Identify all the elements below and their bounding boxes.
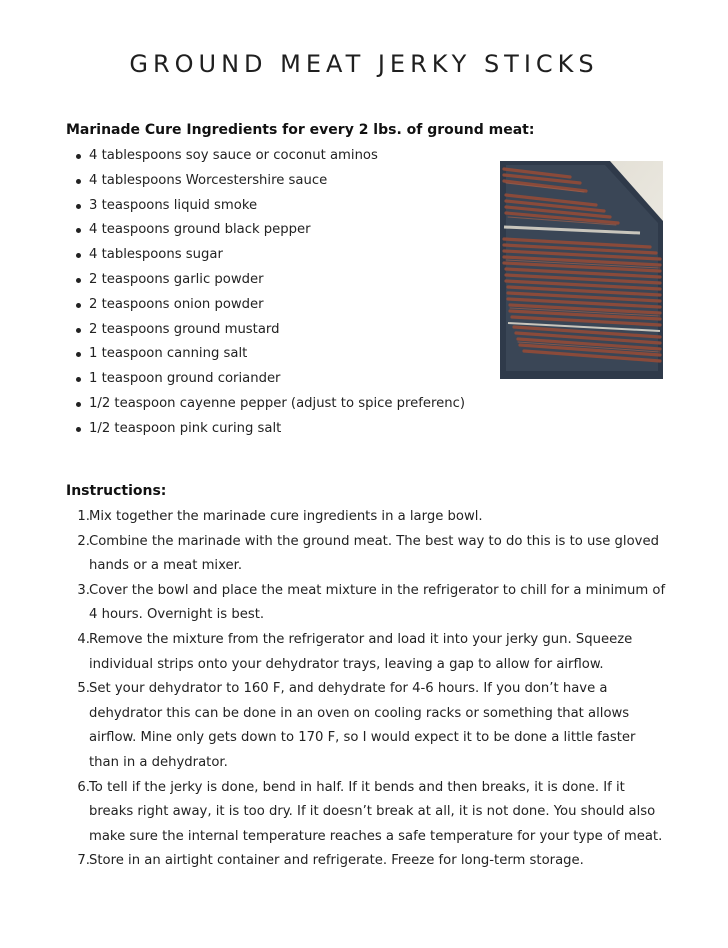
step-number: 5. xyxy=(77,681,90,697)
page-title: GROUND MEAT JERKY STICKS xyxy=(129,50,599,78)
ingredient-text: 1 teaspoon canning salt xyxy=(89,346,248,362)
step-number: 1. xyxy=(77,509,90,524)
ingredient-item xyxy=(66,169,496,194)
ingredient-item xyxy=(66,268,496,293)
instruction-step xyxy=(66,579,666,628)
bullet-icon xyxy=(76,377,81,382)
step-text: Cover the bowl and place the meat mixture in the refrigerator to chill for a minimum of 4 hours. Overnight is best. xyxy=(89,582,666,623)
ingredient-item xyxy=(66,417,496,442)
step-text: Store in an airtight container and refrigerate. Freeze for long-term storage. xyxy=(89,853,584,869)
ingredient-list xyxy=(66,144,496,442)
step-number: 6. xyxy=(77,779,90,795)
ingredient-item xyxy=(66,194,496,219)
instruction-step xyxy=(66,530,666,579)
ingredient-text: 4 tablespoons sugar xyxy=(89,247,223,263)
bullet-icon xyxy=(76,352,81,357)
ingredient-item xyxy=(66,218,496,243)
bullet-icon xyxy=(76,402,81,407)
ingredient-item xyxy=(66,293,496,318)
bullet-icon xyxy=(76,154,81,159)
step-text: Set your dehydrator to 160 F, and dehydrate for 4-6 hours. If you don’t have a dehydrator this can be done in an oven on cooling racks or something that allows airflow. Mine only gets down to 170 F, so I would expect it to be done a little faster than in a dehydrator. xyxy=(89,681,636,770)
ingredient-text: 1/2 teaspoon cayenne pepper (adjust to spice preferenc) xyxy=(89,395,466,411)
instruction-step xyxy=(66,849,666,874)
step-number: 2. xyxy=(77,533,90,549)
ingredient-text: 3 teaspoons liquid smoke xyxy=(89,197,258,213)
step-text: Remove the mixture from the refrigerator and load it into your jerky gun. Squeeze individual strips onto your dehydrator trays, leaving a gap to allow for airflow. xyxy=(89,631,633,672)
instruction-step xyxy=(66,628,666,677)
ingredient-item xyxy=(66,342,496,367)
bullet-icon xyxy=(76,328,81,333)
jerky-photo-illustration xyxy=(500,161,663,379)
bullet-icon xyxy=(76,278,81,283)
ingredient-text: 4 tablespoons Worcestershire sauce xyxy=(89,172,328,188)
bullet-icon xyxy=(76,204,81,209)
ingredient-item xyxy=(66,318,496,343)
ingredient-item xyxy=(66,367,496,392)
bullet-icon xyxy=(76,303,81,308)
instruction-list xyxy=(66,505,666,874)
instruction-step xyxy=(66,677,666,775)
bullet-icon xyxy=(76,253,81,258)
step-number: 4. xyxy=(77,631,90,647)
bullet-icon xyxy=(76,427,81,432)
bullet-icon xyxy=(76,179,81,184)
bullet-icon xyxy=(76,228,81,233)
ingredient-text: 2 teaspoons ground mustard xyxy=(89,321,280,337)
ingredient-item xyxy=(66,144,496,169)
step-number: 3. xyxy=(77,582,90,598)
step-text: Combine the marinade with the ground meat. The best way to do this is to use gloved hands or a meat mixer. xyxy=(89,533,659,574)
instruction-step xyxy=(66,505,666,530)
step-number: 7. xyxy=(77,853,90,869)
ingredient-text: 4 tablespoons soy sauce or coconut aminos xyxy=(89,148,378,163)
ingredient-text: 2 teaspoons garlic powder xyxy=(89,271,264,287)
jerky-photo xyxy=(500,161,663,379)
ingredient-text: 1 teaspoon ground coriander xyxy=(89,371,281,387)
ingredient-item xyxy=(66,243,496,268)
ingredient-text: 1/2 teaspoon pink curing salt xyxy=(89,420,282,436)
ingredients-heading: Marinade Cure Ingredients for every 2 lbs. of ground meat: xyxy=(66,122,535,138)
step-text: Mix together the marinade cure ingredients in a large bowl. xyxy=(89,509,483,524)
instructions-heading: Instructions: xyxy=(66,483,167,499)
ingredient-text: 4 teaspoons ground black pepper xyxy=(89,222,311,238)
step-text: To tell if the jerky is done, bend in half. If it bends and then breaks, it is done. If it breaks right away, it is too dry. If it doesn’t break at all, it is not done. You should also make sure the internal temperature reaches a safe temperature for your type of meat. xyxy=(89,779,663,844)
ingredient-text: 2 teaspoons onion powder xyxy=(89,296,264,312)
instruction-step xyxy=(66,776,666,850)
ingredient-item xyxy=(66,392,496,417)
